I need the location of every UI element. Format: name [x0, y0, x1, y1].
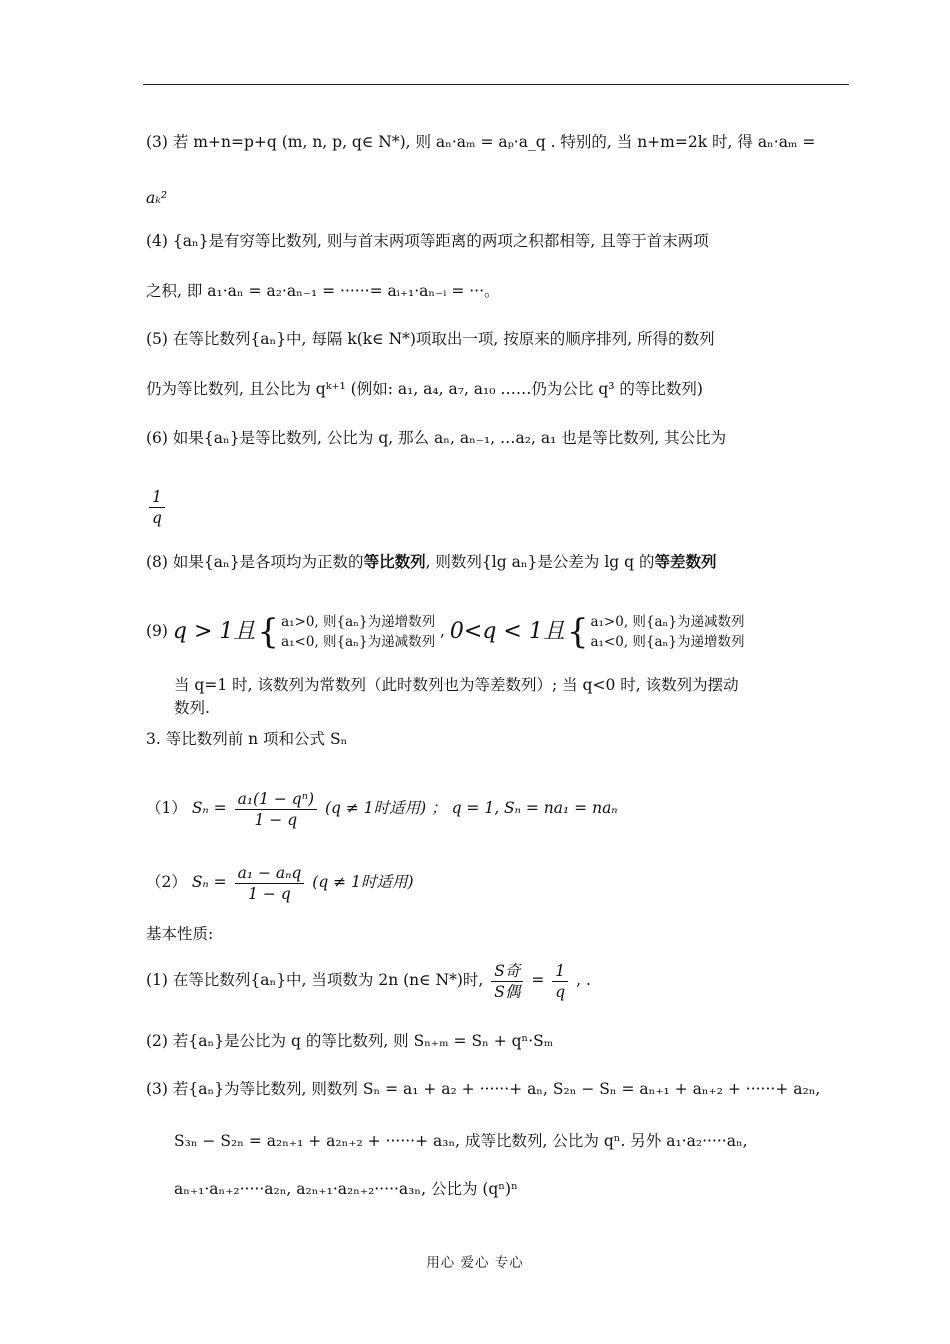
formula-2-fraction — [235, 863, 305, 904]
basic-property-3-cont-1: S₃ₙ − S₂ₙ = a₂ₙ₊₁ + a₂ₙ₊₂ + ······+ a₃ₙ, 成等比数列, 公比为 qⁿ. 另外 a₁·a₂·····aₙ, — [174, 1132, 748, 1150]
property-3-cont: aₖ² — [146, 189, 168, 207]
formula-1-lhs: Sₙ = — [191, 799, 227, 817]
formula-2-numerator: a₁ − aₙq — [235, 863, 305, 884]
ratio-equals: = — [531, 971, 545, 989]
property-8-bold-1: 等比数列 — [363, 553, 426, 571]
basic-properties-heading: 基本性质: — [146, 925, 214, 943]
brace-icon: { — [566, 612, 589, 652]
property-8-line — [146, 551, 852, 573]
property-9-note: 当 q=1 时, 该数列为常数列（此时数列也为等差数列）; 当 q<0 时, 该数列为摆动 — [174, 676, 739, 694]
basic-property-1 — [146, 958, 852, 1002]
formula-1-condition: (q ≠ 1时适用) — [324, 799, 427, 817]
case-1-decreasing: a₁<0, 则{aₙ}为递减数列 — [281, 634, 436, 650]
property-6-line: (6) 如果{aₙ}是等比数列, 公比为 q, 那么 aₙ, aₙ₋₁, …a₂, a₁ 也是等比数列, 其公比为 — [146, 429, 727, 447]
formula-2-lhs: Sₙ = — [191, 873, 227, 891]
property-4-line: (4) {aₙ}是有穷等比数列, 则与首末两项等距离的两项之积都相等, 且等于首末两项 — [146, 232, 709, 250]
formula-2-label: （2） — [146, 873, 187, 891]
formula-1 — [146, 786, 852, 830]
ratio-denominator: S偶 — [494, 982, 521, 1001]
ratio-end: , . — [576, 971, 591, 989]
property-8-bold-2: 等差数列 — [654, 553, 717, 571]
case-1-increasing: a₁>0, 则{aₙ}为递增数列 — [281, 614, 436, 630]
case-2-increasing: a₁<0, 则{aₙ}为递增数列 — [590, 634, 745, 650]
formula-1-rest: ； q = 1, Sₙ = na₁ = naₙ — [431, 799, 618, 817]
case-2-body — [590, 612, 744, 652]
property-6-fraction — [146, 487, 852, 528]
property-4-cont: 之积, 即 a₁·aₙ = a₂·aₙ₋₁ = ······= aᵢ₊₁·aₙ₋ᵢ = ···。 — [146, 282, 500, 300]
property-5-cont: 仍为等比数列, 且公比为 qᵏ⁺¹ (例如: a₁, a₄, a₇, a₁₀ ……仍为公比 q³ 的等比数列) — [146, 380, 703, 398]
ratio-value-numerator: 1 — [552, 961, 568, 982]
formula-1-denominator: 1 − q — [254, 810, 298, 829]
basic-property-2: (2) 若{aₙ}是公比为 q 的等比数列, 则 Sₙ₊ₘ = Sₙ + qⁿ·Sₘ — [146, 1032, 554, 1050]
property-5-line: (5) 在等比数列{aₙ}中, 每隔 k(k∈ N*)项取出一项, 按原来的顺序排列, 所得的数列 — [146, 330, 715, 348]
case-1-condition: q > 1且 — [172, 619, 256, 644]
property-9-line — [146, 608, 852, 655]
header-rule — [143, 84, 849, 85]
brace-icon: { — [257, 612, 280, 652]
basic-property-3-cont-2: aₙ₊₁·aₙ₊₂·····a₂ₙ, a₂ₙ₊₁·a₂ₙ₊₂·····a₃ₙ, 公比为 (qⁿ)ⁿ — [174, 1180, 518, 1198]
formula-1-label: （1） — [146, 799, 187, 817]
case-group-2 — [450, 609, 745, 655]
formula-2 — [146, 860, 852, 904]
odd-even-ratio — [491, 961, 523, 1002]
case-1-body — [281, 612, 435, 652]
basic-property-3: (3) 若{aₙ}为等比数列, 则数列 Sₙ = a₁ + a₂ + ······+ aₙ, S₂ₙ − Sₙ = aₙ₊₁ + aₙ₊₂ + ······+ a₂ₙ, — [146, 1080, 821, 1098]
case-2-decreasing: a₁>0, 则{aₙ}为递减数列 — [590, 614, 745, 630]
property-9-note-cont: 数列. — [174, 699, 210, 717]
ratio-numerator: S奇 — [491, 961, 523, 982]
page-footer: 用心 爱心 专心 — [426, 1255, 524, 1271]
section-3-title: 3. 等比数列前 n 项和公式 Sₙ — [146, 730, 348, 748]
reciprocal-fraction — [149, 487, 165, 528]
ratio-value — [552, 961, 568, 1002]
property-9-label: (9) — [146, 622, 168, 640]
formula-1-numerator: a₁(1 − qⁿ) — [235, 789, 317, 810]
case-separator: , — [440, 622, 445, 640]
fraction-numerator: 1 — [149, 487, 165, 508]
basic-property-1-text: (1) 在等比数列{aₙ}中, 当项数为 2n (n∈ N*)时, — [146, 971, 484, 989]
property-8-pre: (8) 如果{aₙ}是各项均为正数的 — [146, 553, 364, 571]
case-group-1 — [173, 609, 435, 655]
formula-1-fraction — [235, 789, 317, 830]
fraction-denominator: q — [152, 509, 162, 527]
formula-2-denominator: 1 − q — [248, 884, 291, 903]
case-2-condition: 0<q < 1且 — [449, 619, 565, 644]
property-3-line: (3) 若 m+n=p+q (m, n, p, q∈ N*), 则 aₙ·aₘ = aₚ·a_q . 特别的, 当 n+m=2k 时, 得 aₙ·aₘ = — [146, 133, 816, 151]
property-8-mid: , 则数列{lg aₙ}是公差为 lg q 的 — [425, 553, 655, 571]
formula-2-condition: (q ≠ 1时适用) — [312, 873, 414, 891]
ratio-value-denominator: q — [555, 982, 566, 1001]
